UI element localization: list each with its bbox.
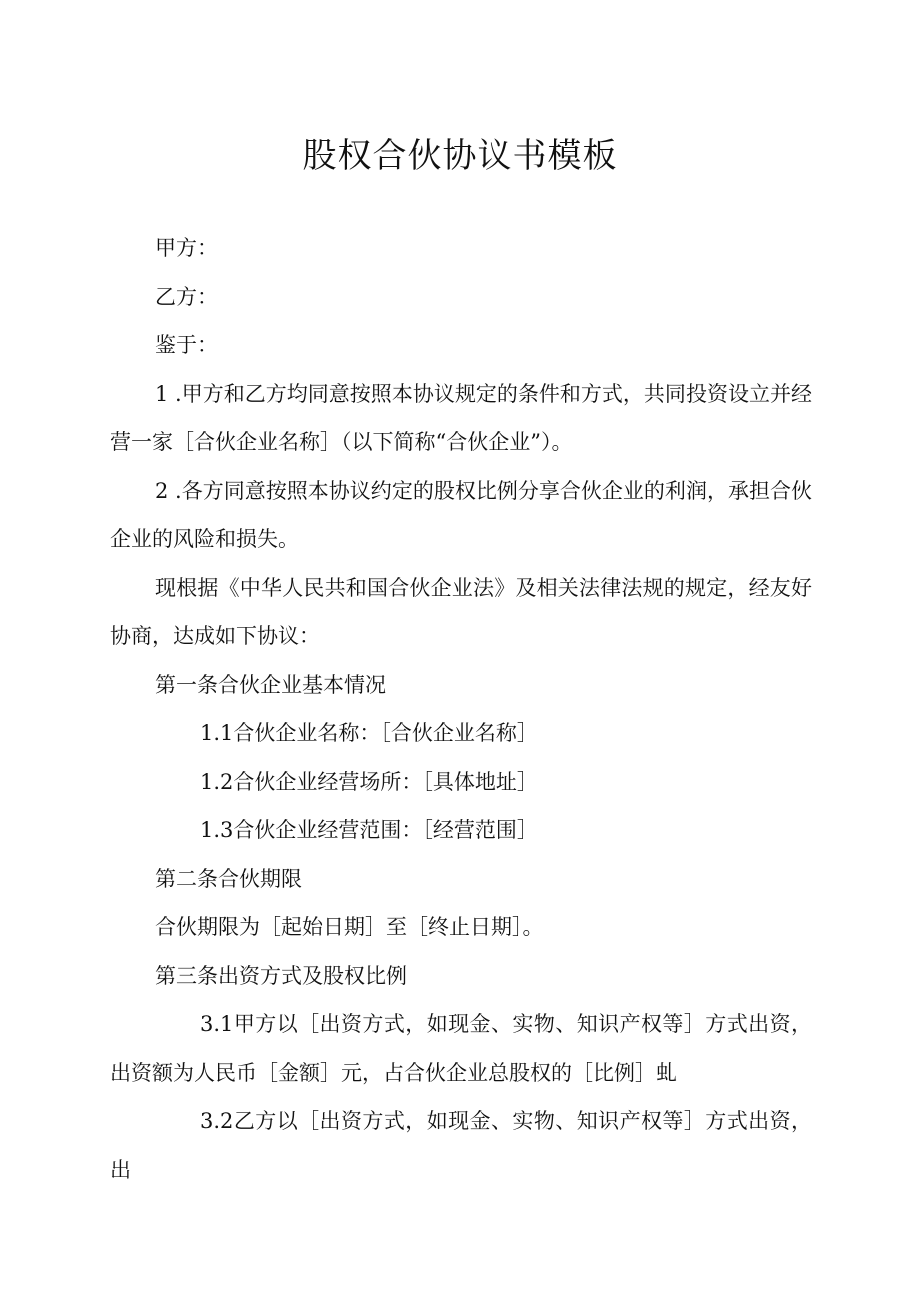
clause-1-2 [110,758,812,807]
clause-number: 3.2 [200,1109,234,1133]
clause-3-2 [110,1097,812,1194]
clause-number: 1.2 [200,769,234,794]
clause-number: 1.3 [200,818,234,842]
recital-1: 1 .甲方和乙方均同意按照本协议规定的条件和方式，共同投资设立并经营一家［合伙企业名称］（以下简称“合伙企业”）。 [110,381,812,454]
clause-number: 1.1 [200,721,234,745]
whereas-line: 鉴于： [155,333,218,357]
preamble-paragraph: 现根据《中华人民共和国合伙企业法》及相关法律法规的规定，经友好协商，达成如下协议： [110,575,812,648]
recital-2: 2 .各方同意按照本协议约定的股权比例分享合伙企业的利润，承担合伙企业的风险和损失。 [110,478,812,551]
clause-text: 合伙企业经营范围：［经营范围］ [233,818,538,842]
clause-text: 合伙企业经营场所：［具体地址］ [233,769,538,794]
clause-number: 3.1 [200,1012,234,1036]
document-body [110,224,812,1194]
document-title: 股权合伙协议书模板 [302,136,618,176]
clause-1-1 [110,709,812,758]
clause-text: 甲方以［出资方式，如现金、实物、知识产权等］方式出资，出资额为人民币［金额］元，占合伙企业总股权的［比例］虬 [110,1012,812,1085]
clause-1-3 [110,806,812,855]
clause-3-1 [110,1000,812,1097]
clause-text: 乙方以［出资方式，如现金、实物、知识产权等］方式出资，出 [110,1109,812,1182]
article-2-text: 合伙期限为［起始日期］至［终止日期］。 [155,915,544,939]
party-b-line: 乙方： [155,284,218,309]
article-1-heading: 第一条合伙企业基本情况 [155,672,386,697]
party-a-line: 甲方： [155,236,218,260]
article-2-heading: 第二条合伙期限 [155,866,302,891]
clause-text: 合伙企业名称：［合伙企业名称］ [233,721,538,745]
article-3-heading: 第三条出资方式及股权比例 [155,963,407,988]
